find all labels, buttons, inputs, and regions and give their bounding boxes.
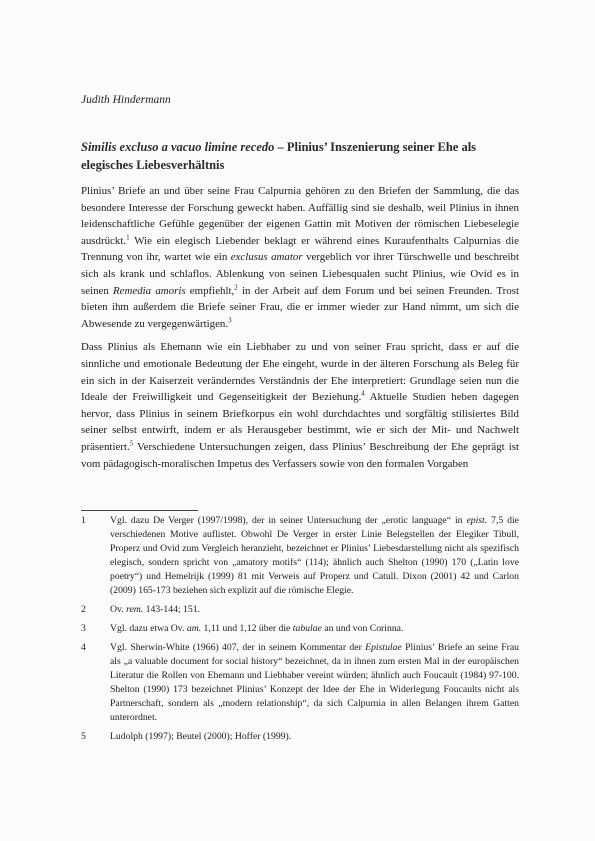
body-text: Dass Plinius als Ehemann wie ein Liebhaber zu und von seiner Frau spricht, dass er auf die sinnliche und emotionale Bedeutung der Ehe eingeht, wurde in der älteren Forschung als Beleg für ein sich in der Kaiserzeit veränderndes Verständnis der Ehe interpretiert: Grundlage seien nun die Ideale der Freiwilligkeit und Gegenseitigkeit der Beziehung. [81, 341, 519, 404]
paragraph-2 [81, 339, 519, 472]
footnote-ref-3: 3 [228, 316, 232, 325]
footnote-text: Vgl. dazu etwa Ov. am. 1,11 und 1,12 über die tabulae an und von Corinna. [110, 623, 404, 634]
title-latin-quote: Similis excluso a vacuo limine recedo [81, 140, 275, 154]
article-title [81, 138, 521, 174]
footnote-1 [81, 514, 519, 598]
footnote-2 [81, 603, 519, 617]
footnote-ref-4: 4 [361, 389, 365, 398]
footnote-5 [81, 730, 519, 744]
footnote-divider [81, 510, 198, 511]
footnote-ref-2: 2 [234, 282, 238, 291]
paragraph-1 [81, 183, 519, 332]
title-german: – Plinius’ Inszenierung seiner Ehe als elegisches Liebesverhältnis [81, 140, 477, 172]
body-text: Plinius’ Briefe an und über seine Frau Calpurnia gehören zu den Briefen der Sammlung, die das besondere Interesse der Forschung geweckt haben. Auffällig sind sie deshalb, weil Plinius in ihnen leidenschaftliche Gefühle gegenüber der eigenen Gattin mit Motiven der römischen Liebeselegie ausdrückt. [81, 185, 519, 247]
footnote-text: Vgl. Sherwin-White (1966) 407, der in seinem Kommentar der Epistulae Plinius’ Briefe an seine Frau als „a valuable document for social history“ bezeichnet, da in ihnen zum ersten Mal in der europäischen Literatur die Rollen von Ehemann und Liebhaber vereint würden; ähnlich auch Foucault (1984) 97-100. Shelton (1990) 173 bezeichnet Plinius’ Konzept der Idee der Ehe in Widerlegung Foucaults nicht als Partnerschaft, sondern als „modern relationship“, da sich Calpurnia in allen Belangen ihrem Gatten unterordnet. [110, 642, 520, 723]
footnote-number: 3 [81, 623, 86, 634]
body-text: Wie ein elegisch Liebender beklagt er während eines Kuraufenthalts Calpurnias die Trennung von ihr, wartet wie ein [81, 234, 519, 264]
footnote-number: 4 [81, 642, 86, 653]
footnote-3 [81, 622, 519, 636]
body-emphasis: exclusus amator [230, 251, 303, 264]
footnote-text: Ludolph (1997); Beutel (2000); Hoffer (1999). [110, 731, 292, 742]
body-text: in der Arbeit auf dem Forum und bei seinen Freunden. Trost bieten ihm außerdem die Briefe seiner Frau, die er immer wieder zur Hand nimmt, um sich die Abwesende zu vergegenwärtigen. [81, 284, 519, 330]
footnote-number: 5 [81, 731, 86, 742]
footnote-text: Vgl. dazu De Verger (1997/1998), der in seiner Untersuchung der „erotic language“ in epist. 7,5 die verschiedenen Motive auflistet. Obwohl De Verger in erster Linie Belegstellen der Elegiker Tibull, Properz und Ovid zum Vergleich heranzieht, bezeichnet er Plinius’ Liebesdarstellung nicht als spezifisch elegisch, sondern spricht von „amatory motifs“ (114); ähnlich auch Shelton (1990) 170 („Latin love poetry“) und Hemelrijk (1999) 81 mit Verweis auf Properz und Catull. Dixon (2001) 42 und Carlon (2009) 165-173 beziehen sich explizit auf die römische Elegie. [110, 515, 519, 596]
author-name: Judith Hindermann [81, 94, 171, 106]
article-body [81, 183, 519, 479]
footnotes [81, 514, 519, 749]
body-text: Aktuelle Studien heben dagegen hervor, dass Plinius in seinem Briefkorpus ein wohl durchdachtes und sorgfältig stilisiertes Bild seiner selbst entwirft, indem er als Herausgeber bestimmt, wie er sich der Mit- und Nachwelt präsentiert. [81, 391, 520, 453]
body-emphasis: Remedia amoris [113, 284, 186, 297]
body-text: vergeblich vor ihrer Türschwelle und beschreibt sich als krank und schlaflos. Ablenkung von seinen Liebesqualen sucht Plinius, wie Ovid es in seinen [81, 251, 519, 297]
footnote-number: 2 [81, 604, 86, 615]
body-text: Verschiedene Untersuchungen zeigen, dass Plinius’ Beschreibung der Ehe geprägt ist vom pädagogisch-moralischen Impetus des Verfassers sowie von den formalen Vorgaben [81, 440, 519, 470]
footnote-4 [81, 641, 519, 725]
footnote-ref-5: 5 [129, 439, 134, 448]
footnote-number: 1 [81, 515, 86, 526]
footnote-text: Ov. rem. 143-144; 151. [110, 604, 200, 615]
footnote-ref-1: 1 [126, 233, 130, 242]
body-text: empfiehlt, [185, 284, 235, 297]
